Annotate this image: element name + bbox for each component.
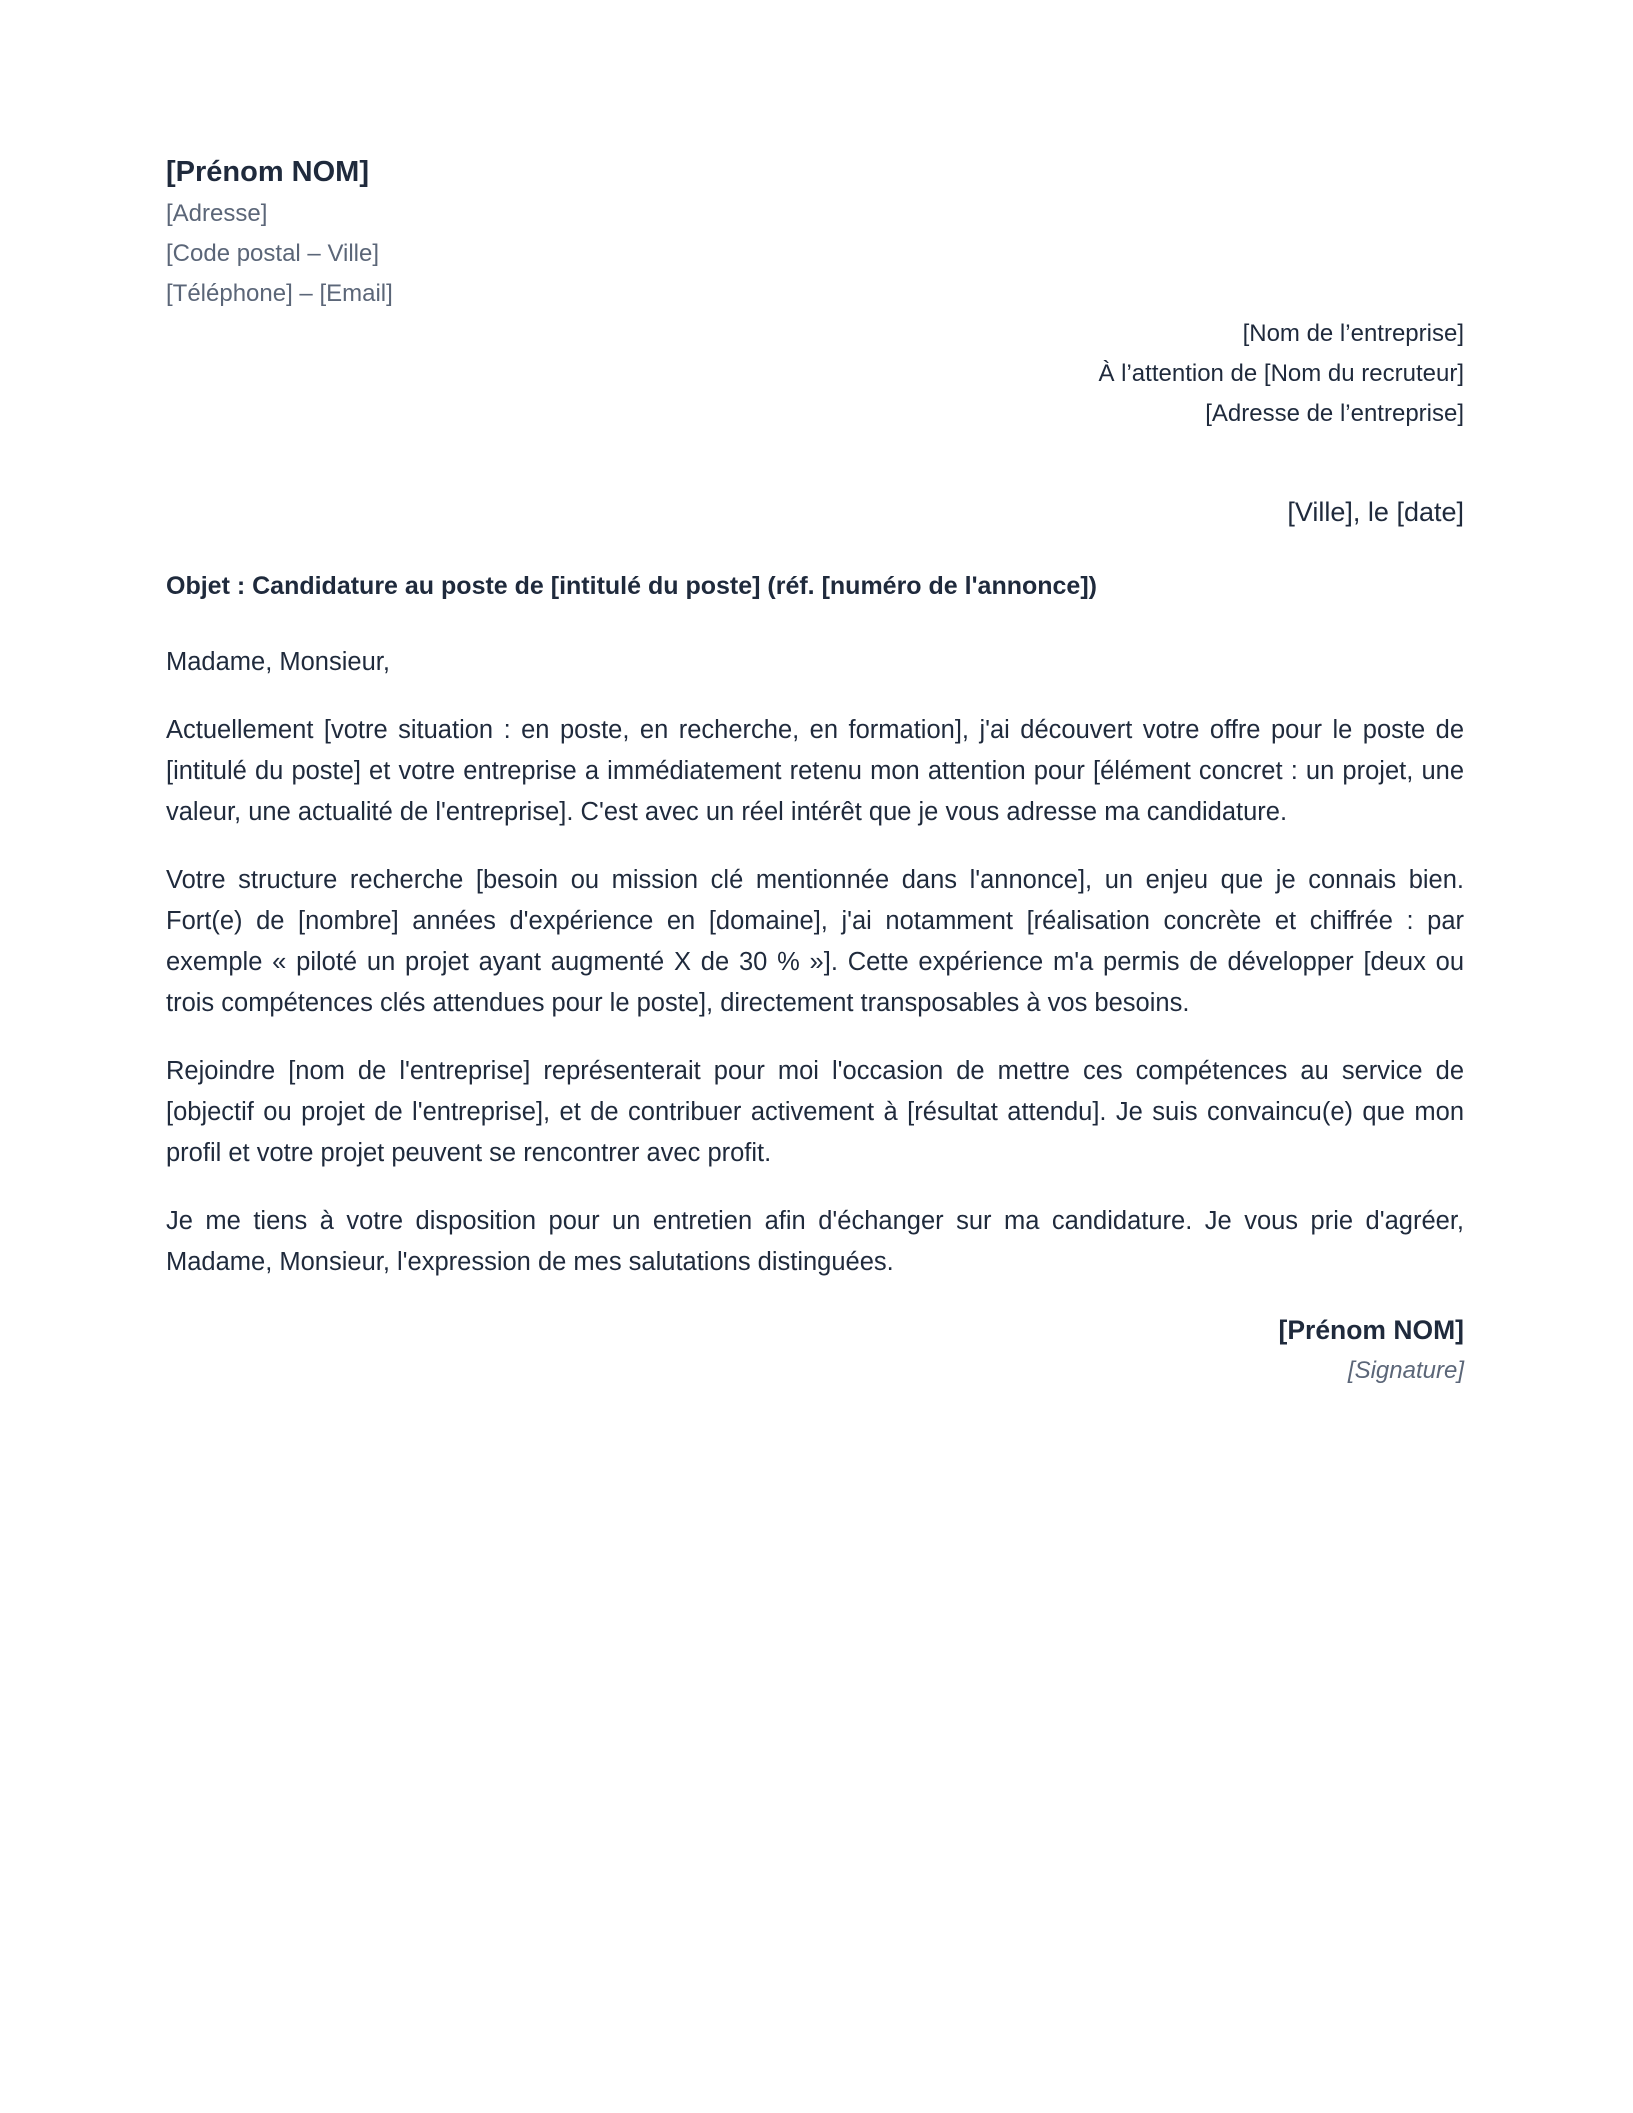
closing-name: [Prénom NOM] — [1278, 1315, 1464, 1345]
signature-placeholder: [Signature] — [1347, 1357, 1464, 1384]
subject-line: Objet : Candidature au poste de [intitulé du poste] (réf. [numéro de l'annonce]) — [166, 572, 1097, 600]
letter-content — [166, 150, 1464, 1391]
body-paragraph-2: Votre structure recherche [besoin ou mission clé mentionnée dans l'annonce], un enjeu que je connais bien. Fort(e) de [nombre] années d'expérience en [domaine], j'ai notamment [réalisation concrète et chiffrée : par exemple « piloté un projet ayant augmenté X de 30 % »]. Cette expérience m'a permis de développer [deux ou trois compétences clés attendues pour le poste], directement transposables à vos besoins. — [166, 866, 1464, 1017]
sender-name: [Prénom NOM] — [166, 156, 369, 188]
recipient-block — [166, 314, 1464, 434]
sender-address: [Adresse] — [166, 200, 268, 227]
recipient-company: [Nom de l’entreprise] — [1242, 320, 1464, 347]
place-date: [Ville], le [date] — [1287, 497, 1464, 527]
sender-contact: [Téléphone] – [Email] — [166, 280, 393, 307]
body-paragraph-4: Je me tiens à votre disposition pour un entretien afin d'échanger sur ma candidature. Je vous prie d'agréer, Madame, Monsieur, l'expression de mes salutations distinguées. — [166, 1207, 1464, 1276]
recipient-address: [Adresse de l’entreprise] — [1205, 400, 1464, 427]
body-paragraph-3: Rejoindre [nom de l'entreprise] représenterait pour moi l'occasion de mettre ces compétences au service de [objectif ou projet de l'entreprise], et de contribuer activement à [résultat attendu]. Je suis convaincu(e) que mon profil et votre projet peuvent se rencontrer avec profit. — [166, 1057, 1464, 1167]
sender-block — [166, 150, 1464, 314]
body-paragraph-1: Actuellement [votre situation : en poste, en recherche, en formation], j'ai découvert votre offre pour le poste de [intitulé du poste] et votre entreprise a immédiatement retenu mon attention pour [élément concret : un projet, une valeur, une actualité de l'entreprise]. C'est avec un réel intérêt que je vous adresse ma candidature. — [166, 716, 1464, 826]
recipient-attention: À l’attention de [Nom du recruteur] — [1098, 360, 1464, 387]
salutation: Madame, Monsieur, — [166, 648, 390, 676]
sender-postal-city: [Code postal – Ville] — [166, 240, 380, 267]
